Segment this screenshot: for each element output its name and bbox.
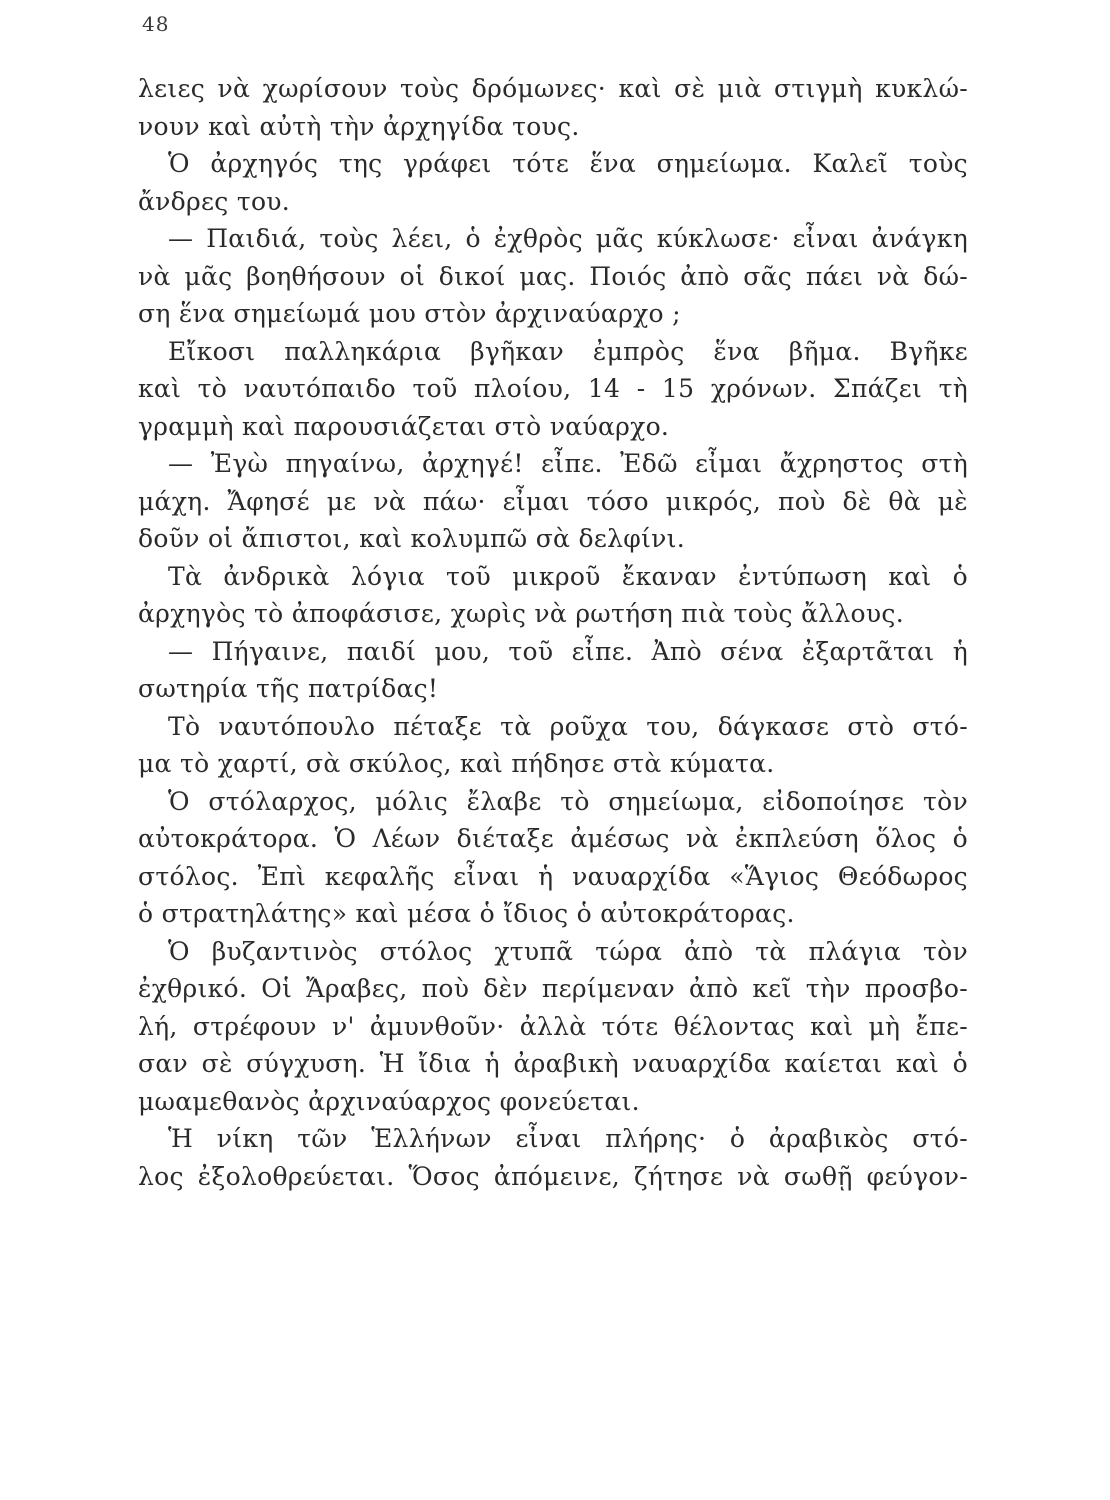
text-line: σαν σὲ σύγχυση. Ἡ ἴδια ἡ ἀραβικὴ ναυαρχίδα καίεται καὶ ὁ: [138, 1049, 968, 1078]
text-line: Εἴκοσι παλληκάρια βγῆκαν ἐμπρὸς ἕνα βῆμα. Βγῆκε: [168, 336, 968, 366]
text-line: λή, στρέφουν ν' ἀμυνθοῦν· ἀλλὰ τότε θέλοντας καὶ μὴ ἔπε-: [138, 1011, 968, 1041]
text-line: σωτηρία τῆς πατρίδας!: [138, 674, 439, 703]
text-line: γραμμὴ καὶ παρουσιάζεται στὸ ναύαρχο.: [138, 411, 670, 441]
text-line: Ὁ στόλαρχος, μόλις ἔλαβε τὸ σημείωμα, εἰδοποίησε τὸν: [168, 786, 968, 816]
text-line: στόλος. Ἐπὶ κεφαλῆς εἶναι ἡ ναυαρχίδα «Ἅγιος Θεόδωρος: [138, 861, 968, 891]
text-line: — Ἐγὼ πηγαίνω, ἀρχηγέ! εἶπε. Ἐδῶ εἶμαι ἄχρηστος στὴ: [168, 449, 968, 478]
text-line: μάχη. Ἄφησέ με νὰ πάω· εἶμαι τόσο μικρός, ποὺ δὲ θὰ μὲ: [138, 486, 968, 516]
text-line: μωαμεθανὸς ἀρχιναύαρχος φονεύεται.: [138, 1086, 640, 1116]
text-line: Ἡ νίκη τῶν Ἑλλήνων εἶναι πλήρης· ὁ ἀραβικὸς στό-: [168, 1124, 968, 1153]
text-line: καὶ τὸ ναυτόπαιδο τοῦ πλοίου, 14 - 15 χρόνων. Σπάζει τὴ: [138, 374, 968, 403]
body-text: [138, 70, 968, 1195]
text-line: ἐχθρικό. Οἱ Ἄραβες, ποὺ δὲν περίμεναν ἀπὸ κεῖ τὴν προσβο-: [138, 974, 968, 1003]
text-line: Τὸ ναυτόπουλο πέταξε τὰ ροῦχα του, δάγκασε στὸ στό-: [168, 711, 968, 741]
text-line: αὐτοκράτορα. Ὁ Λέων διέταξε ἀμέσως νὰ ἐκπλεύση ὅλος ὁ: [138, 824, 968, 853]
text-line: ἄνδρες του.: [138, 186, 291, 216]
text-line: λος ἐξολοθρεύεται. Ὅσος ἀπόμεινε, ζήτησε νὰ σωθῇ φεύγον-: [138, 1161, 968, 1191]
text-line: Τὰ ἀνδρικὰ λόγια τοῦ μικροῦ ἔκαναν ἐντύπωση καὶ ὁ: [168, 561, 968, 591]
text-line: νουν καὶ αὐτὴ τὴν ἀρχηγίδα τους.: [138, 111, 580, 141]
text-line: ση ἕνα σημείωμά μου στὸν ἀρχιναύαρχο ;: [138, 299, 681, 328]
text-line: — Παιδιά, τοὺς λέει, ὁ ἐχθρὸς μᾶς κύκλωσε· εἶναι ἀνάγκη: [168, 224, 968, 253]
text-line: Ὁ ἀρχηγός της γράφει τότε ἕνα σημείωμα. Καλεῖ τοὺς: [168, 149, 968, 178]
text-line: ἀρχηγὸς τὸ ἀποφάσισε, χωρὶς νὰ ρωτήση πιὰ τοὺς ἄλλους.: [138, 599, 904, 628]
text-line: νὰ μᾶς βοηθήσουν οἱ δικοί μας. Ποιός ἀπὸ σᾶς πάει νὰ δώ-: [138, 261, 968, 291]
page-number: 48: [142, 12, 170, 36]
text-line: μα τὸ χαρτί, σὰ σκύλος, καὶ πήδησε στὰ κύματα.: [138, 749, 775, 778]
text-line: δοῦν οἱ ἄπιστοι, καὶ κολυμπῶ σὰ δελφίνι.: [138, 524, 685, 553]
text-line: — Πήγαινε, παιδί μου, τοῦ εἶπε. Ἀπὸ σένα ἐξαρτᾶται ἡ: [168, 636, 968, 666]
text-line: λειες νὰ χωρίσουν τοὺς δρόμωνες· καὶ σὲ μιὰ στιγμὴ κυκλώ-: [138, 74, 968, 103]
text-line: Ὁ βυζαντινὸς στόλος χτυπᾶ τώρα ἀπὸ τὰ πλάγια τὸν: [168, 936, 968, 966]
text-line: ὁ στρατηλάτης» καὶ μέσα ὁ ἴδιος ὁ αὐτοκράτορας.: [138, 899, 795, 928]
